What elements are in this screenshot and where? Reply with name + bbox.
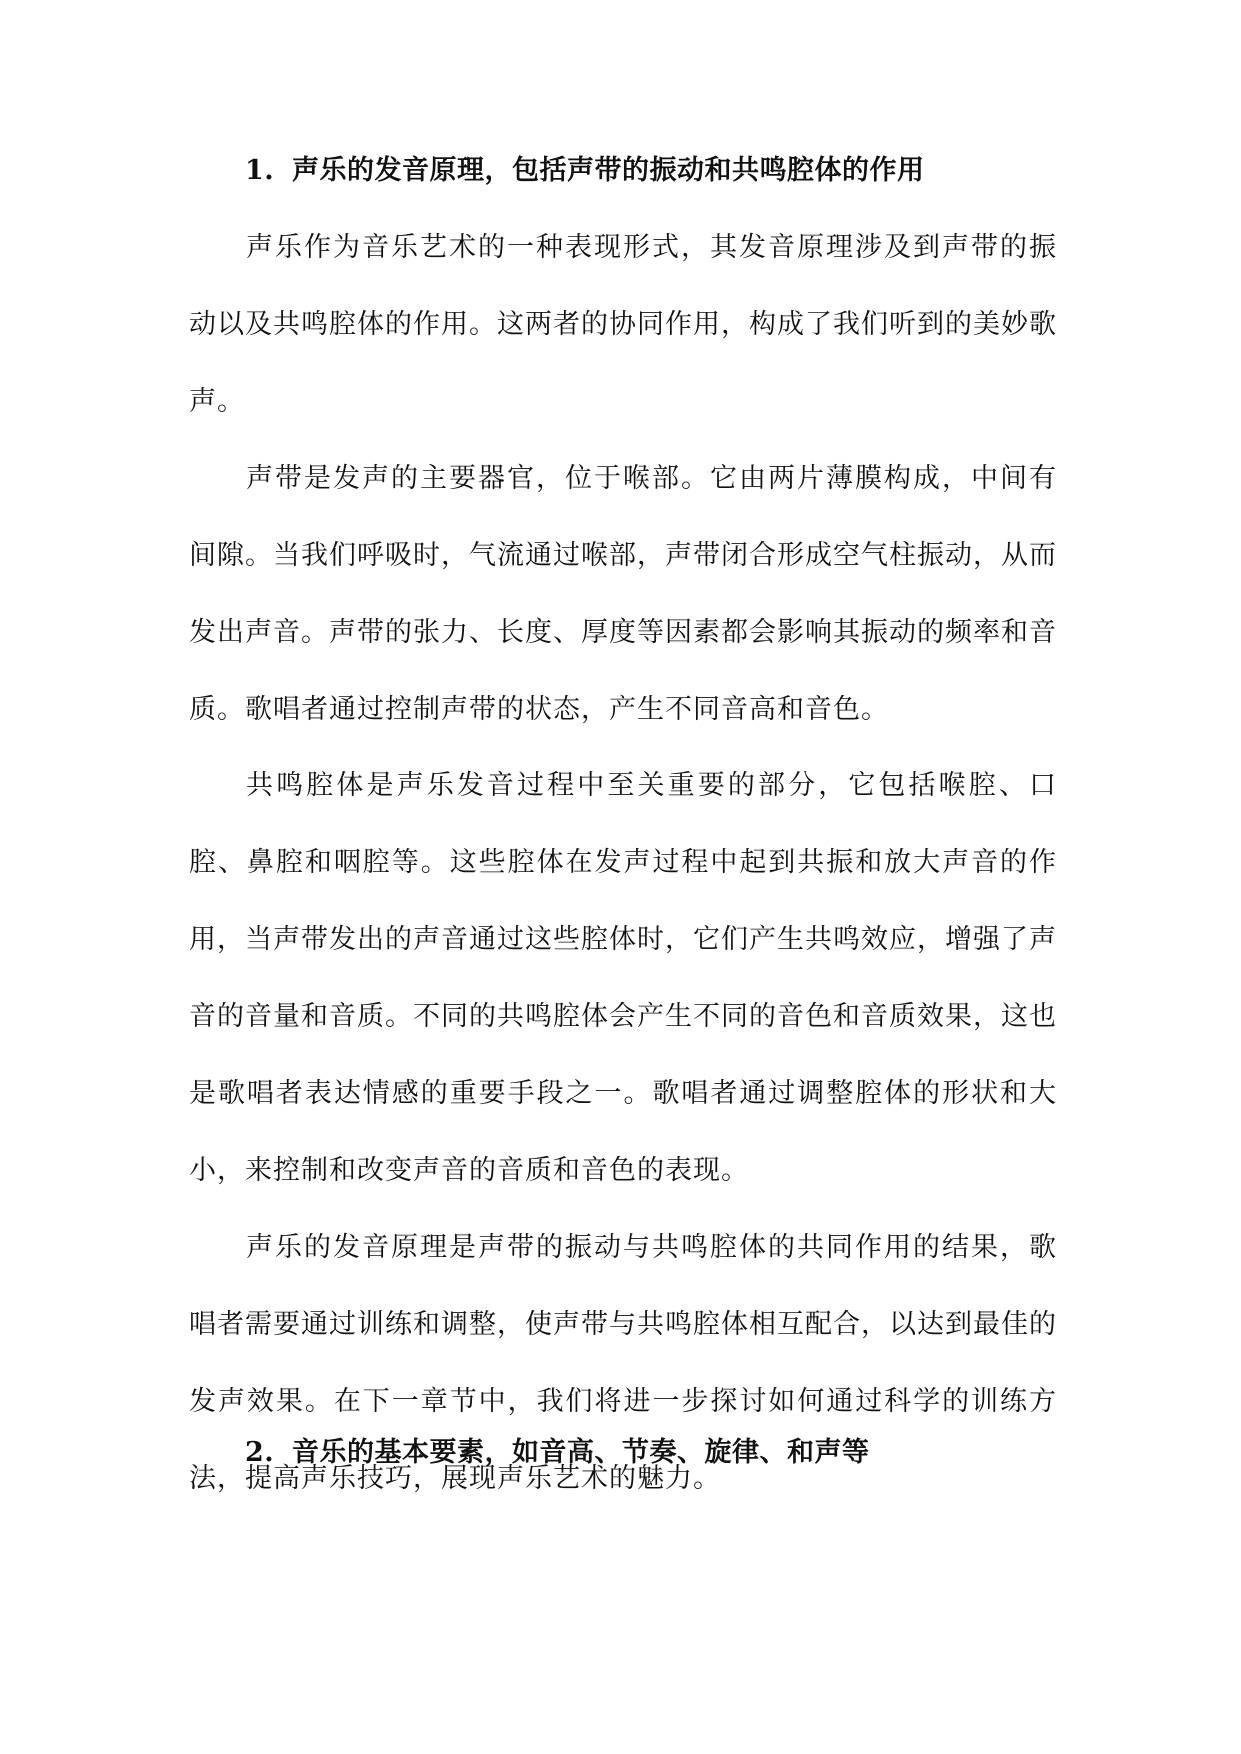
paragraph-4: 声乐的发音原理是声带的振动与共鸣腔体的共同作用的结果，歌唱者需要通过训练和调整，使声带与共鸣腔体相互配合，以达到最佳的发声效果。在下一章节中，我们将进一步探讨如何通过科学的训练方法，提高声乐技巧，展现声乐艺术的魅力。 [189, 1232, 1057, 1494]
section-number: 1. [245, 155, 275, 186]
paragraph-3: 共鸣腔体是声乐发音过程中至关重要的部分，它包括喉腔、口腔、鼻腔和咽腔等。这些腔体在发声过程中起到共振和放大声音的作用，当声带发出的声音通过这些腔体时，它们产生共鸣效应，增强了声音的音量和音质。不同的共鸣腔体会产生不同的音色和音质效果，这也是歌唱者表达情感的重要手段之一。歌唱者通过调整腔体的形状和大小，来控制和改变声音的音质和音色的表现。 [189, 770, 1057, 1186]
section-title: 声乐的发音原理，包括声带的振动和共鸣腔体的作用 [292, 155, 925, 186]
section-heading-1 [245, 151, 925, 191]
paragraph-1: 声乐作为音乐艺术的一种表现形式，其发音原理涉及到声带的振动以及共鸣腔体的作用。这两者的协同作用，构成了我们听到的美妙歌声。 [189, 232, 1057, 417]
paragraph-2: 声带是发声的主要器官，位于喉部。它由两片薄膜构成，中间有间隙。当我们呼吸时，气流通过喉部，声带闭合形成空气柱振动，从而发出声音。声带的张力、长度、厚度等因素都会影响其振动的频率和音质。歌唱者通过控制声带的状态，产生不同音高和音色。 [189, 463, 1057, 725]
section-number: 2. [245, 1437, 275, 1468]
section-title: 音乐的基本要素，如音高、节奏、旋律、和声等 [292, 1437, 870, 1468]
section-heading-2 [245, 1433, 870, 1473]
